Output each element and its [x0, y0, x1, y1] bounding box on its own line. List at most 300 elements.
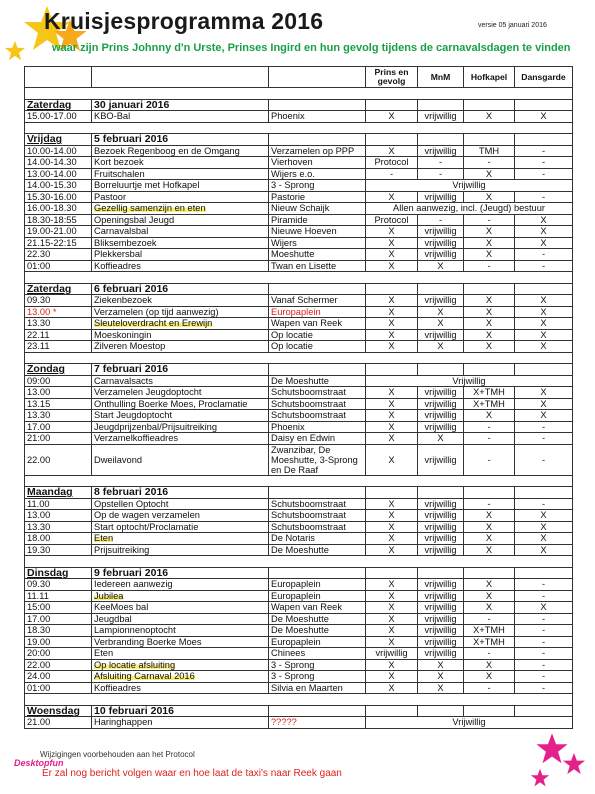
day-name: Maandag	[25, 487, 92, 499]
location-cell: Piramide	[269, 214, 366, 226]
table-row	[25, 717, 573, 729]
time-cell: 09:00	[25, 375, 92, 387]
location-cell: Schutsboomstraat	[269, 521, 366, 533]
prins-cell: Protocol	[366, 157, 418, 169]
prins-cell: X	[366, 191, 418, 203]
table-row	[25, 203, 573, 215]
event-cell: Verzamelkoffieadres	[92, 433, 269, 445]
table-row	[25, 237, 573, 249]
mnm-cell: -	[418, 168, 464, 180]
location-cell: Verzamelen op PPP	[269, 145, 366, 157]
table-row	[25, 648, 573, 660]
spacer-row	[25, 272, 573, 284]
mnm-cell: vrijwillig	[418, 544, 464, 556]
time-cell: 13.30	[25, 521, 92, 533]
event-cell: KBO-Bal	[92, 111, 269, 123]
mnm-cell: vrijwillig	[418, 237, 464, 249]
location-cell: Op locatie	[269, 341, 366, 353]
mnm-cell: X	[418, 306, 464, 318]
location-cell: De Moeshutte	[269, 544, 366, 556]
event-text: Sleuteloverdracht en Erewijn	[94, 318, 213, 329]
prins-cell: X	[366, 249, 418, 261]
time-cell: 13.00 *	[25, 306, 92, 318]
hofkapel-cell: X	[464, 521, 515, 533]
hofkapel-cell: X	[464, 602, 515, 614]
dansgarde-cell: -	[515, 433, 573, 445]
mnm-cell: vrijwillig	[418, 590, 464, 602]
mnm-cell: vrijwillig	[418, 410, 464, 422]
footer-note: Wijzigingen voorbehouden aan het Protocol	[40, 750, 195, 759]
mnm-cell: X	[418, 341, 464, 353]
day-name: Zondag	[25, 364, 92, 376]
empty-cell	[366, 134, 418, 146]
star-yellow-icon	[4, 40, 26, 62]
table-row	[25, 625, 573, 637]
table-row	[25, 306, 573, 318]
page-subtitle: waar zijn Prins Johnny d'n Urste, Prinses Ingird en hun gevolg tijdens de carnavalsdagen te vinden	[52, 42, 571, 54]
hofkapel-cell: X	[464, 341, 515, 353]
table-row	[25, 318, 573, 330]
event-cell: Borreluurtje met Hofkapel	[92, 180, 269, 192]
time-cell: 15.30-16.00	[25, 191, 92, 203]
time-cell: 11.00	[25, 498, 92, 510]
version-label: versie 05 januari 2016	[478, 22, 547, 29]
prins-cell: X	[366, 410, 418, 422]
table-row	[25, 579, 573, 591]
event-cell: Pastoor	[92, 191, 269, 203]
day-date: 6 februari 2016	[92, 283, 269, 295]
time-cell: 18.30	[25, 625, 92, 637]
empty-cell	[418, 705, 464, 717]
dansgarde-cell: -	[515, 498, 573, 510]
dansgarde-cell: -	[515, 157, 573, 169]
location-cell: Nieuw Schaijk	[269, 203, 366, 215]
prins-cell: X	[366, 682, 418, 694]
column-header-mnm: MnM	[418, 67, 464, 88]
column-header-prins: Prins en gevolg	[366, 67, 418, 88]
hofkapel-cell: X	[464, 318, 515, 330]
table-row	[25, 398, 573, 410]
spacer-cell	[25, 88, 573, 100]
spacer-cell	[25, 352, 573, 364]
day-date: 8 februari 2016	[92, 487, 269, 499]
page-title: Kruisjesprogramma 2016	[44, 8, 324, 34]
hofkapel-cell: X+TMH	[464, 636, 515, 648]
time-cell: 15.00-17.00	[25, 111, 92, 123]
table-row	[25, 682, 573, 694]
spacer-cell	[25, 475, 573, 487]
dansgarde-cell: -	[515, 421, 573, 433]
empty-cell	[366, 567, 418, 579]
event-cell: Iedereen aanwezig	[92, 579, 269, 591]
time-cell: 17.00	[25, 421, 92, 433]
mnm-cell: vrijwillig	[418, 636, 464, 648]
event-cell: Moeskoningin	[92, 329, 269, 341]
time-cell: 19.00-21.00	[25, 226, 92, 238]
event-cell: Start optocht/Proclamatie	[92, 521, 269, 533]
dansgarde-cell: -	[515, 579, 573, 591]
spacer-cell	[25, 694, 573, 706]
dansgarde-cell: X	[515, 341, 573, 353]
time-cell: 13.00	[25, 510, 92, 522]
time-cell: 22.11	[25, 329, 92, 341]
event-cell	[92, 671, 269, 683]
dansgarde-cell: X	[515, 237, 573, 249]
time-cell: 09.30	[25, 295, 92, 307]
table-header-row	[25, 67, 573, 88]
event-text: Afsluiting Carnaval 2016	[94, 671, 195, 682]
table-row	[25, 387, 573, 399]
location-cell: De Moeshutte	[269, 625, 366, 637]
prins-cell: X	[366, 625, 418, 637]
mnm-cell: vrijwillig	[418, 421, 464, 433]
table-row	[25, 444, 573, 475]
dansgarde-cell: X	[515, 544, 573, 556]
dansgarde-cell: -	[515, 671, 573, 683]
mnm-cell: X	[418, 659, 464, 671]
schedule-table	[24, 66, 573, 729]
spacer-cell	[25, 556, 573, 568]
mnm-cell: vrijwillig	[418, 521, 464, 533]
location-cell: Silvia en Maarten	[269, 682, 366, 694]
time-cell: 18.30-18:55	[25, 214, 92, 226]
empty-cell	[269, 567, 366, 579]
empty-cell	[464, 99, 515, 111]
table-row	[25, 602, 573, 614]
location-cell: Schutsboomstraat	[269, 398, 366, 410]
day-header-row	[25, 283, 573, 295]
empty-cell	[366, 283, 418, 295]
time-cell: 16.00-18.30	[25, 203, 92, 215]
empty-cell	[464, 567, 515, 579]
day-name: Zaterdag	[25, 283, 92, 295]
event-cell: Koffieadres	[92, 260, 269, 272]
dansgarde-cell: -	[515, 648, 573, 660]
dansgarde-cell: X	[515, 214, 573, 226]
empty-cell	[418, 567, 464, 579]
hofkapel-cell: X	[464, 168, 515, 180]
mnm-cell: X	[418, 682, 464, 694]
hofkapel-cell: X+TMH	[464, 398, 515, 410]
prins-cell: X	[366, 602, 418, 614]
hofkapel-cell: -	[464, 260, 515, 272]
event-cell: Koffieadres	[92, 682, 269, 694]
prins-cell: X	[366, 341, 418, 353]
table-row	[25, 533, 573, 545]
event-cell	[92, 533, 269, 545]
spacer-row	[25, 88, 573, 100]
prins-cell: Protocol	[366, 214, 418, 226]
table-row	[25, 157, 573, 169]
prins-cell: X	[366, 433, 418, 445]
location-cell: De Moeshutte	[269, 613, 366, 625]
dansgarde-cell: X	[515, 295, 573, 307]
day-header-row	[25, 134, 573, 146]
location-cell: 3 - Sprong	[269, 671, 366, 683]
event-text: Op locatie afsluiting	[94, 659, 176, 670]
table-row	[25, 375, 573, 387]
empty-cell	[418, 283, 464, 295]
location-cell: Zwanzibar, De Moeshutte, 3-Sprong en De Raaf	[269, 444, 366, 475]
hofkapel-cell: X	[464, 671, 515, 683]
time-cell: 14.00-15.30	[25, 180, 92, 192]
day-header-row	[25, 705, 573, 717]
empty-cell	[366, 705, 418, 717]
mnm-cell: vrijwillig	[418, 533, 464, 545]
hofkapel-cell: X	[464, 226, 515, 238]
event-cell: Bezoek Regenboog en de Omgang	[92, 145, 269, 157]
hofkapel-cell: TMH	[464, 145, 515, 157]
event-cell: Start Jeugdoptocht	[92, 410, 269, 422]
column-header-hofkapel: Hofkapel	[464, 67, 515, 88]
table-row	[25, 410, 573, 422]
day-name: Zaterdag	[25, 99, 92, 111]
event-cell: Verbranding Boerke Moes	[92, 636, 269, 648]
spacer-row	[25, 475, 573, 487]
day-header-row	[25, 567, 573, 579]
table-row	[25, 521, 573, 533]
event-text: Jubilea	[94, 590, 124, 601]
event-cell: Lampionnenoptocht	[92, 625, 269, 637]
mnm-cell: vrijwillig	[418, 191, 464, 203]
empty-cell	[464, 364, 515, 376]
time-cell: 13.15	[25, 398, 92, 410]
empty-cell	[464, 134, 515, 146]
empty-cell	[515, 567, 573, 579]
dansgarde-cell: X	[515, 410, 573, 422]
hofkapel-cell: X	[464, 111, 515, 123]
empty-cell	[418, 364, 464, 376]
mnm-cell: vrijwillig	[418, 387, 464, 399]
table-row	[25, 544, 573, 556]
day-date: 9 februari 2016	[92, 567, 269, 579]
column-header	[25, 67, 92, 88]
location-cell: Europaplein	[269, 306, 366, 318]
dansgarde-cell: -	[515, 613, 573, 625]
time-cell: 10.00-14.00	[25, 145, 92, 157]
dansgarde-cell: -	[515, 145, 573, 157]
time-cell: 17.00	[25, 613, 92, 625]
table-row	[25, 636, 573, 648]
day-date: 10 februari 2016	[92, 705, 269, 717]
prins-cell: vrijwillig	[366, 648, 418, 660]
dansgarde-cell: X	[515, 111, 573, 123]
mnm-cell: X	[418, 671, 464, 683]
location-cell: Europaplein	[269, 590, 366, 602]
dansgarde-cell: X	[515, 226, 573, 238]
prins-cell: X	[366, 237, 418, 249]
event-cell: Jeugdprijzenbal/Prijsuitreiking	[92, 421, 269, 433]
location-cell: Moeshutte	[269, 249, 366, 261]
event-cell: Kort bezoek	[92, 157, 269, 169]
table-row	[25, 590, 573, 602]
empty-cell	[269, 99, 366, 111]
time-cell: 01:00	[25, 682, 92, 694]
empty-cell	[515, 487, 573, 499]
table-row	[25, 498, 573, 510]
hofkapel-cell: X+TMH	[464, 625, 515, 637]
prins-cell: X	[366, 226, 418, 238]
star-pink-icon	[530, 768, 550, 788]
location-cell: Europaplein	[269, 579, 366, 591]
event-cell: Bliksembezoek	[92, 237, 269, 249]
dansgarde-cell: X	[515, 387, 573, 399]
table-row	[25, 433, 573, 445]
hofkapel-cell: X	[464, 533, 515, 545]
dansgarde-cell: -	[515, 682, 573, 694]
event-cell: Op de wagen verzamelen	[92, 510, 269, 522]
hofkapel-cell: -	[464, 613, 515, 625]
time-cell: 23.11	[25, 341, 92, 353]
empty-cell	[464, 283, 515, 295]
event-cell: Plekkersbal	[92, 249, 269, 261]
span-cell: Allen aanwezig, incl. (Jeugd) bestuur	[366, 203, 573, 215]
mnm-cell: vrijwillig	[418, 329, 464, 341]
table-row	[25, 226, 573, 238]
prins-cell: X	[366, 544, 418, 556]
prins-cell: X	[366, 421, 418, 433]
mnm-cell: vrijwillig	[418, 226, 464, 238]
prins-cell: X	[366, 145, 418, 157]
empty-cell	[515, 134, 573, 146]
hofkapel-cell: -	[464, 421, 515, 433]
table-row	[25, 341, 573, 353]
location-cell: Wijers e.o.	[269, 168, 366, 180]
mnm-cell: vrijwillig	[418, 648, 464, 660]
hofkapel-cell: X	[464, 579, 515, 591]
empty-cell	[464, 487, 515, 499]
event-text: Gezellig samenzijn en eten	[94, 203, 206, 214]
event-cell: Prijsuitreiking	[92, 544, 269, 556]
spacer-cell	[25, 272, 573, 284]
logo: Desktopfun	[14, 758, 64, 768]
prins-cell: X	[366, 260, 418, 272]
empty-cell	[366, 487, 418, 499]
table-row	[25, 214, 573, 226]
mnm-cell: X	[418, 318, 464, 330]
time-cell: 13.30	[25, 318, 92, 330]
time-cell: 19.30	[25, 544, 92, 556]
location-cell: 3 - Sprong	[269, 659, 366, 671]
location-cell: 3 - Sprong	[269, 180, 366, 192]
event-cell: Zilveren Moestop	[92, 341, 269, 353]
hofkapel-cell: X	[464, 329, 515, 341]
dansgarde-cell: X	[515, 602, 573, 614]
event-cell: Onthulling Boerke Moes, Proclamatie	[92, 398, 269, 410]
location-cell: Schutsboomstraat	[269, 498, 366, 510]
mnm-cell: vrijwillig	[418, 249, 464, 261]
dansgarde-cell: -	[515, 590, 573, 602]
time-cell: 21.00	[25, 717, 92, 729]
time-cell: 21:00	[25, 433, 92, 445]
prins-cell: X	[366, 659, 418, 671]
empty-cell	[269, 283, 366, 295]
event-cell: Fruitschalen	[92, 168, 269, 180]
mnm-cell: X	[418, 260, 464, 272]
mnm-cell: vrijwillig	[418, 625, 464, 637]
spacer-row	[25, 122, 573, 134]
table-row	[25, 659, 573, 671]
day-header-row	[25, 364, 573, 376]
hofkapel-cell: X	[464, 249, 515, 261]
prins-cell: X	[366, 329, 418, 341]
column-header	[269, 67, 366, 88]
mnm-cell: vrijwillig	[418, 510, 464, 522]
time-cell: 18.00	[25, 533, 92, 545]
day-date: 30 januari 2016	[92, 99, 269, 111]
spacer-row	[25, 352, 573, 364]
hofkapel-cell: X	[464, 659, 515, 671]
time-cell: 19.00	[25, 636, 92, 648]
mnm-cell: vrijwillig	[418, 498, 464, 510]
event-cell: Eten	[92, 648, 269, 660]
prins-cell: X	[366, 671, 418, 683]
mnm-cell: vrijwillig	[418, 579, 464, 591]
location-cell: Wijers	[269, 237, 366, 249]
hofkapel-cell: X	[464, 295, 515, 307]
time-cell: 13.30	[25, 410, 92, 422]
empty-cell	[269, 705, 366, 717]
event-cell	[92, 590, 269, 602]
mnm-cell: X	[418, 433, 464, 445]
location-cell: Schutsboomstraat	[269, 510, 366, 522]
location-cell: Pastorie	[269, 191, 366, 203]
prins-cell: -	[366, 168, 418, 180]
mnm-cell: vrijwillig	[418, 111, 464, 123]
time-cell: 20:00	[25, 648, 92, 660]
day-header-row	[25, 99, 573, 111]
dansgarde-cell: -	[515, 636, 573, 648]
event-cell	[92, 659, 269, 671]
dansgarde-cell: -	[515, 191, 573, 203]
mnm-cell: -	[418, 214, 464, 226]
prins-cell: X	[366, 398, 418, 410]
empty-cell	[515, 705, 573, 717]
location-cell: De Notaris	[269, 533, 366, 545]
prins-cell: X	[366, 636, 418, 648]
empty-cell	[418, 487, 464, 499]
event-cell: Haringhappen	[92, 717, 269, 729]
table-row	[25, 260, 573, 272]
event-text: Eten	[94, 533, 114, 544]
day-name: Vrijdag	[25, 134, 92, 146]
event-cell: Carnavalsacts	[92, 375, 269, 387]
time-cell: 09.30	[25, 579, 92, 591]
spacer-row	[25, 556, 573, 568]
hofkapel-cell: -	[464, 214, 515, 226]
event-cell: Openingsbal Jeugd	[92, 214, 269, 226]
span-cell: Vrijwillig	[366, 717, 573, 729]
mnm-cell: -	[418, 157, 464, 169]
prins-cell: X	[366, 111, 418, 123]
column-header	[92, 67, 269, 88]
hofkapel-cell: -	[464, 648, 515, 660]
empty-cell	[269, 364, 366, 376]
table-row	[25, 145, 573, 157]
table-row	[25, 613, 573, 625]
location-cell: Schutsboomstraat	[269, 410, 366, 422]
empty-cell	[269, 487, 366, 499]
dansgarde-cell: X	[515, 533, 573, 545]
location-cell: Phoenix	[269, 421, 366, 433]
table-row	[25, 168, 573, 180]
prins-cell: X	[366, 444, 418, 475]
empty-cell	[269, 134, 366, 146]
empty-cell	[515, 364, 573, 376]
location-cell: Op locatie	[269, 329, 366, 341]
empty-cell	[464, 705, 515, 717]
time-cell: 13.00	[25, 387, 92, 399]
